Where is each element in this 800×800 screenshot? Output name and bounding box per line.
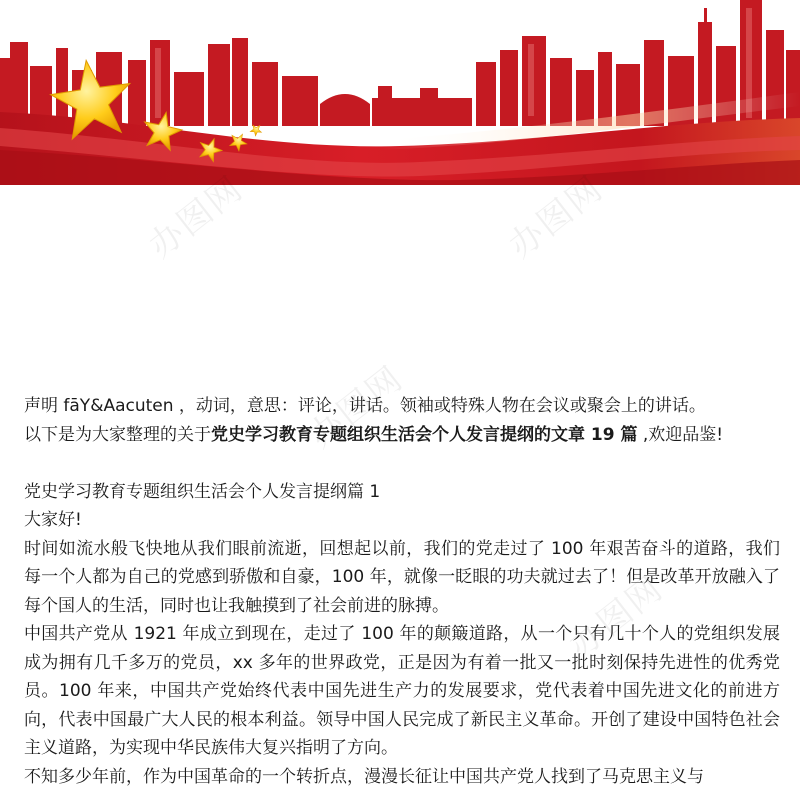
document-body	[24, 392, 780, 791]
watermark: 办图网	[301, 358, 412, 457]
city-skyline-banner	[0, 0, 800, 185]
paragraph: 时间如流水般飞快地从我们眼前流逝，回想起以前，我们的党走过了 100 年艰苦奋斗的道路，我们每一个人都为自己的党感到骄傲和自豪，100 年，就像一眨眼的功夫就过去了！但是改革开放融入了每个国人的生活，同时也让我触摸到了社会前进的脉搏。	[24, 538, 780, 616]
paragraph: 不知多少年前，作为中国革命的一个转折点，漫漫长征让中国共产党人找到了马克思主义与	[24, 766, 704, 787]
watermark: 办图网	[141, 168, 252, 267]
intro-line: 声明 fāY&Aacuten ，动词，意思：评论，讲话。领袖或特殊人物在会议或聚会上的讲话。	[24, 396, 706, 416]
intro-prefix: 以下是为大家整理的关于	[24, 424, 211, 445]
watermark: 办图网	[561, 568, 672, 667]
article-title-bold: 党史学习教育专题组织生活会个人发言提纲的文章 19 篇	[211, 424, 638, 445]
greeting: 大家好!	[24, 510, 82, 530]
intro-suffix: ,欢迎品鉴!	[637, 424, 724, 445]
paragraph: 中国共产党从 1921 年成立到现在，走过了 100 年的颠簸道路，从一个只有几十个人的党组织发展成为拥有几千多万的党员，xx 多年的世界政党，正是因为有着一批又一批时刻保持先进性的优秀党员。100 年来，中国共产党始终代表中国先进生产力的发展要求，党代表着中国先进文化的前进方向，代表中国最广大人民的根本利益。领导中国人民完成了新民主义革命。开创了建设中国特色社会主义道路，为实现中华民族伟大复兴指明了方向。	[24, 624, 780, 758]
intro-line	[24, 421, 780, 450]
header-banner	[0, 0, 800, 185]
section-title: 党史学习教育专题组织生活会个人发言提纲篇 1	[24, 481, 381, 502]
watermark: 办图网	[501, 168, 612, 267]
